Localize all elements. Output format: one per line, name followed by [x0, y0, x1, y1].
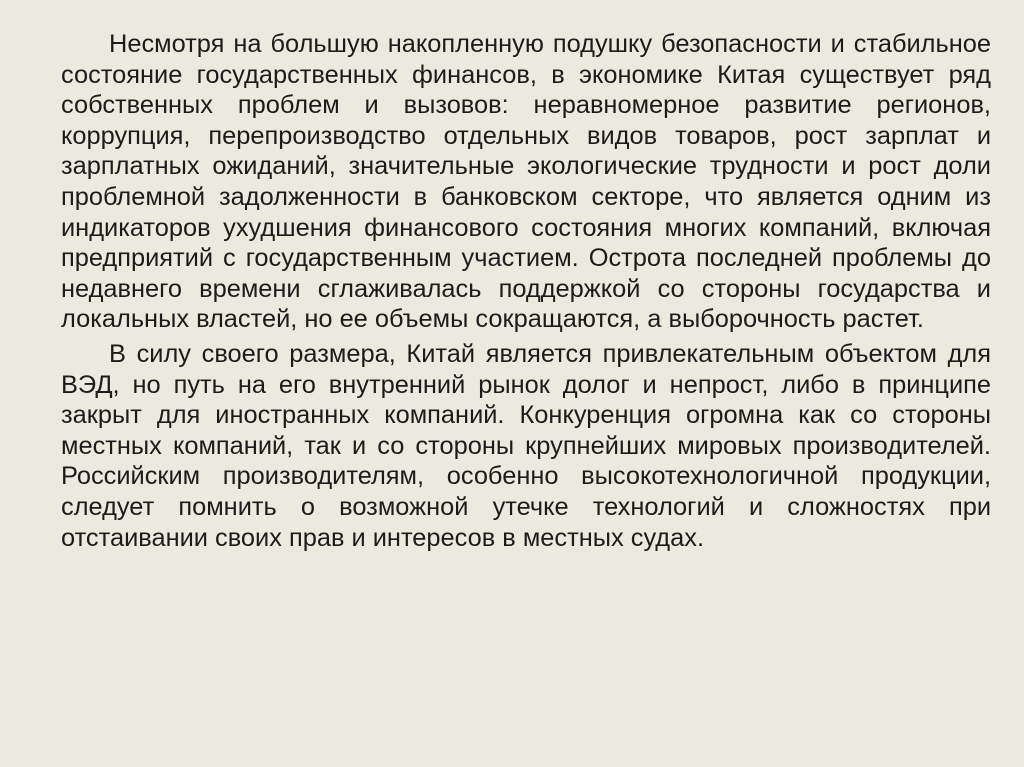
paragraph-1: Несмотря на большую накопленную подушку безопасности и стабильное состояние государственных финансов, в экономике Китая существует ряд собственных проблем и вызовов: неравномерное развитие регионов, коррупция, перепроизводство отдельных видов товаров, рост зарплат и зарплатных ожиданий, значительные экологические трудности и рост доли проблемной задолженности в банковском секторе, что является одним из индикаторов ухудшения финансового состояния многих компаний, включая предприятий с государственным участием. Острота последней проблемы до недавнего времени сглаживалась поддержкой со стороны государства и локальных властей, но ее объемы сокращаются, а выборочность растет.	[61, 30, 991, 334]
paragraph-2: В силу своего размера, Китай является привлекательным объектом для ВЭД, но путь на его внутренний рынок долог и непрост, либо в принципе закрыт для иностранных компаний. Конкуренция огромна как со стороны местных компаний, так и со стороны крупнейших мировых производителей. Российским производителям, особенно высокотехнологичной продукции, следует помнить о возможной утечке технологий и сложностях при отстаивании своих прав и интересов в местных судах.	[61, 339, 991, 552]
text-block	[61, 29, 991, 553]
